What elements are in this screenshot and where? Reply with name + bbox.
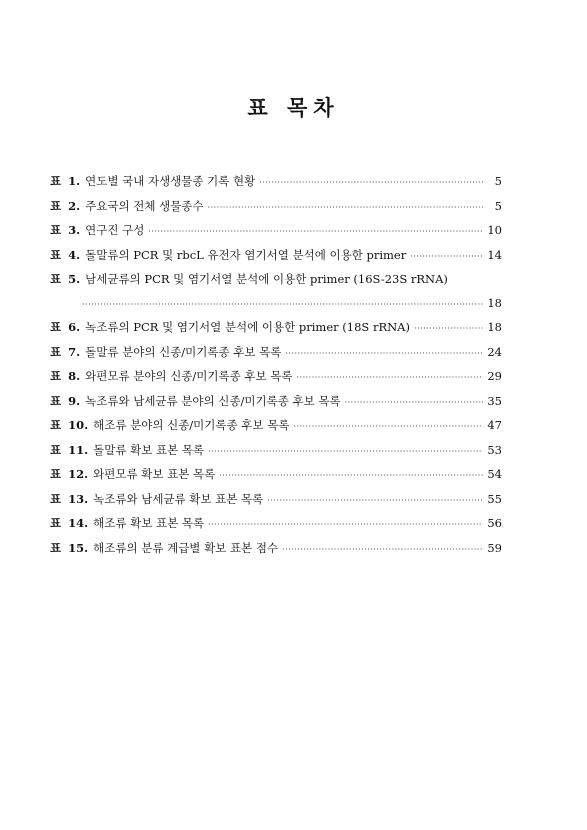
toc-label: 표 [50, 467, 62, 481]
dot-leader [285, 342, 483, 366]
dot-leader [219, 464, 483, 488]
toc-title: 연구진 구성 [85, 223, 145, 237]
toc-page: 18 [487, 320, 502, 334]
toc-page: 24 [487, 344, 502, 359]
dot-leader [267, 489, 483, 513]
table-of-contents [50, 170, 502, 561]
toc-entry-5[interactable] [50, 268, 502, 316]
dot-leader [296, 366, 483, 390]
toc-page: 10 [487, 223, 502, 237]
toc-page: 5 [494, 198, 502, 213]
dot-leader [208, 513, 483, 537]
toc-page: 55 [487, 491, 502, 506]
toc-title: 와편모류 분야의 신종/미기록종 후보 목록 [85, 369, 293, 383]
toc-number: 3. [68, 223, 81, 237]
toc-title: 녹조류와 남세균류 확보 표본 목록 [93, 491, 264, 506]
toc-label: 표 [50, 320, 62, 334]
toc-entry-12[interactable] [50, 463, 502, 488]
toc-label: 표 [50, 491, 62, 506]
toc-entry-11[interactable] [50, 439, 502, 464]
toc-label: 표 [50, 272, 62, 286]
dot-leader [82, 293, 483, 317]
toc-number: 5. [68, 272, 81, 286]
page-title: 표 목차 [247, 95, 340, 120]
toc-entry-1[interactable] [50, 170, 502, 195]
toc-label: 표 [50, 369, 62, 383]
toc-page: 59 [487, 540, 502, 555]
dot-leader [282, 538, 483, 562]
toc-entry-9[interactable] [50, 390, 502, 415]
dot-leader [414, 317, 483, 341]
toc-title: 해조류 확보 표본 목록 [93, 516, 205, 530]
toc-number: 6. [68, 320, 81, 334]
toc-entry-7[interactable] [50, 341, 502, 366]
toc-label: 표 [50, 516, 62, 530]
toc-number: 4. [68, 247, 81, 262]
toc-page: 54 [487, 467, 502, 481]
toc-page: 56 [487, 516, 502, 530]
toc-page: 35 [487, 393, 502, 408]
toc-title: 해조류의 분류 계급별 확보 표본 점수 [93, 540, 279, 555]
toc-title: 와편모류 확보 표본 목록 [93, 467, 216, 481]
toc-number: 15. [68, 540, 89, 555]
toc-entry-2[interactable] [50, 195, 502, 220]
toc-number: 12. [68, 467, 89, 481]
toc-page: 14 [487, 247, 502, 262]
toc-title: 돌말류의 PCR 및 rbcL 유전자 염기서열 분석에 이용한 primer [85, 247, 407, 262]
toc-number: 8. [68, 369, 81, 383]
toc-label: 표 [50, 223, 62, 237]
toc-entry-13[interactable] [50, 488, 502, 513]
toc-entry-14[interactable] [50, 512, 502, 537]
toc-label: 표 [50, 344, 62, 359]
toc-label: 표 [50, 174, 62, 188]
toc-page: 18 [487, 295, 502, 310]
toc-title: 해조류 분야의 신종/미기록종 후보 목록 [93, 418, 290, 432]
toc-number: 10. [68, 418, 89, 432]
toc-number: 14. [68, 516, 89, 530]
toc-entry-4[interactable] [50, 244, 502, 269]
dot-leader [293, 415, 483, 439]
toc-label: 표 [50, 442, 62, 457]
dot-leader [259, 171, 484, 195]
toc-title: 연도별 국내 자생생물종 기록 현황 [85, 174, 256, 188]
toc-number: 13. [68, 491, 89, 506]
toc-title: 남세균류의 PCR 및 염기서열 분석에 이용한 primer (16S-23S rRNA) [85, 272, 448, 286]
toc-number: 9. [68, 393, 81, 408]
toc-title: 돌말류 분야의 신종/미기록종 후보 목록 [85, 344, 282, 359]
toc-number: 2. [68, 198, 81, 213]
toc-title: 녹조류의 PCR 및 염기서열 분석에 이용한 primer (18S rRNA) [85, 320, 410, 334]
toc-entry-3[interactable] [50, 219, 502, 244]
toc-label: 표 [50, 247, 62, 262]
toc-title: 돌말류 확보 표본 목록 [93, 442, 205, 457]
toc-entry-15[interactable] [50, 537, 502, 562]
dot-leader [410, 245, 483, 269]
toc-page: 53 [487, 442, 502, 457]
toc-entry-6[interactable] [50, 316, 502, 341]
toc-label: 표 [50, 418, 62, 432]
toc-number: 1. [68, 174, 81, 188]
dot-leader [345, 391, 484, 415]
toc-label: 표 [50, 198, 62, 213]
toc-entry-10[interactable] [50, 414, 502, 439]
dot-leader [208, 440, 483, 464]
toc-label: 표 [50, 393, 62, 408]
dot-leader [208, 196, 484, 220]
toc-title: 주요국의 전체 생물종수 [85, 198, 204, 213]
toc-number: 7. [68, 344, 81, 359]
toc-label: 표 [50, 540, 62, 555]
toc-page: 5 [494, 174, 502, 188]
toc-title: 녹조류와 남세균류 분야의 신종/미기록종 후보 목록 [85, 393, 341, 408]
toc-number: 11. [68, 442, 89, 457]
dot-leader [148, 220, 483, 244]
toc-page: 29 [487, 369, 502, 383]
toc-page: 47 [487, 418, 502, 432]
toc-entry-8[interactable] [50, 365, 502, 390]
